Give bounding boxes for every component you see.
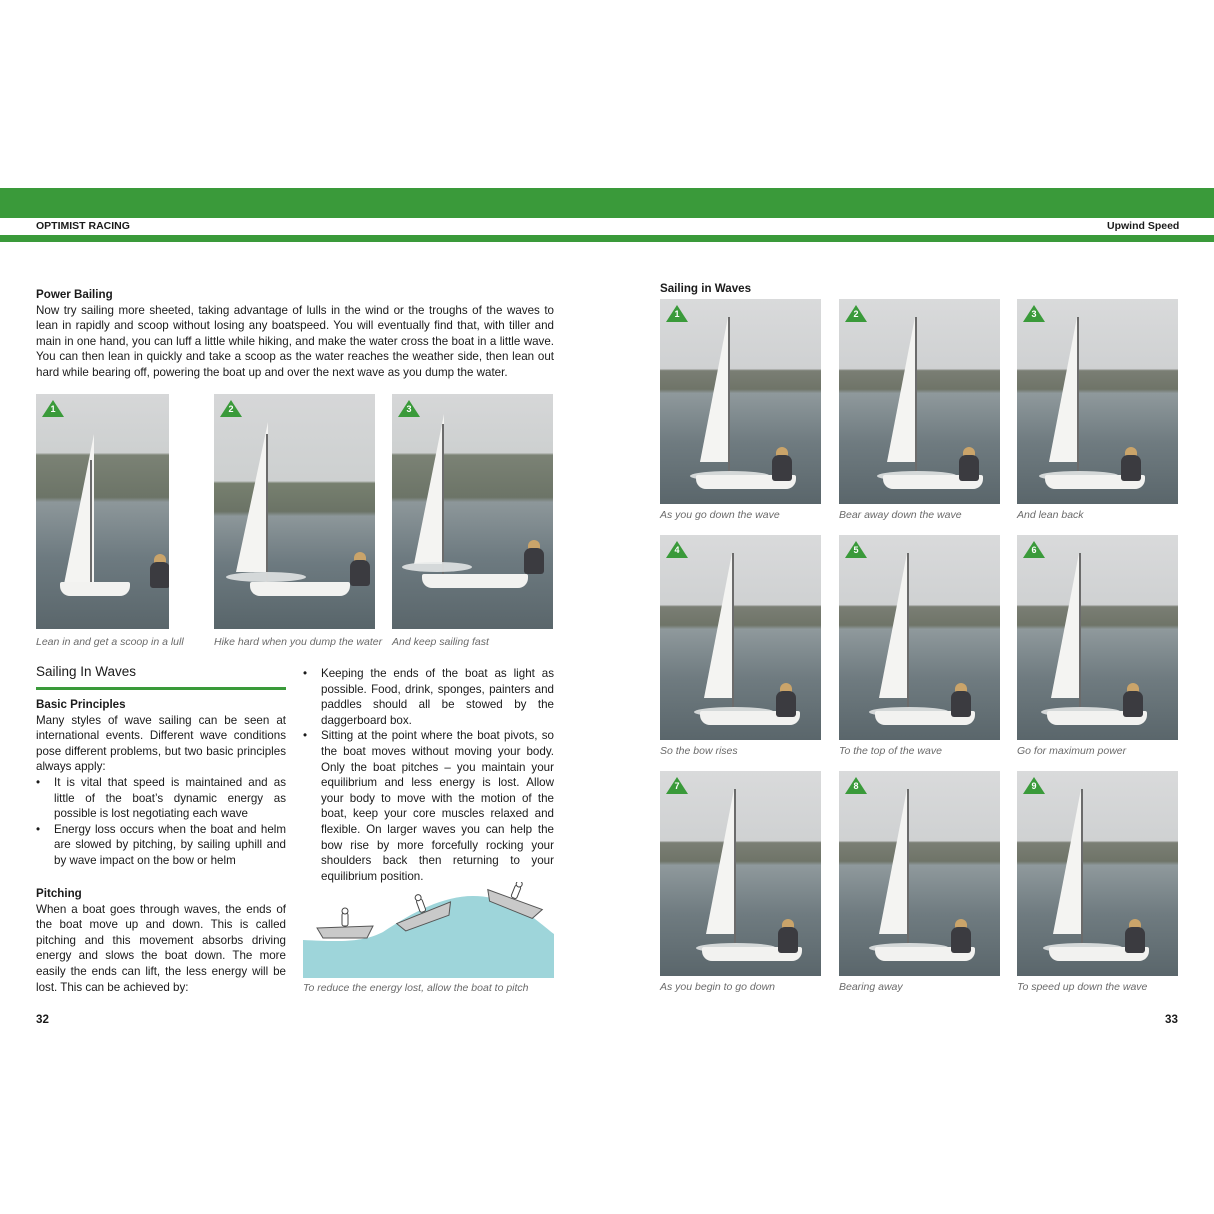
sailor — [776, 691, 796, 717]
sailor — [1125, 927, 1145, 953]
photo-caption: Hike hard when you dump the water — [214, 636, 383, 648]
header-band-lower — [0, 235, 1214, 242]
header-band — [0, 188, 1214, 218]
pitching-diagram — [303, 882, 554, 978]
photo-sailing-in-waves-6 — [1017, 535, 1178, 740]
photo-number-badge: 4 — [666, 541, 688, 558]
spray — [402, 562, 472, 572]
sailor — [951, 691, 971, 717]
photo-caption: As you go down the wave — [660, 509, 780, 521]
book-title: OPTIMIST RACING — [36, 220, 130, 232]
sailing-in-waves-heading: Sailing In Waves — [36, 664, 137, 679]
mast — [732, 553, 734, 708]
power-bailing-body: Now try sailing more sheeted, taking advantage of lulls in the wind or the troughs of the waves to lean in rapidly and scoop without losing any boatspeed. You will eventually find that, with tiller and main in one hand, you can luff a little while hiking, and make the water cross the boat in a little wave. You can then lean in quickly and take a scoop as the water reaches the weather side, then lean out hard while bearing off, powering the boat up and over the next wave as you dump the water. — [36, 303, 554, 379]
mast — [442, 424, 444, 574]
photo-caption: And keep sailing fast — [392, 636, 489, 648]
boat-flat — [317, 908, 373, 938]
photo-number-badge: 2 — [845, 305, 867, 322]
mast — [1077, 317, 1079, 472]
sailor — [1123, 691, 1143, 717]
photo-caption: To the top of the wave — [839, 745, 942, 757]
photo-sailing-in-waves-2 — [839, 299, 1000, 504]
heading-rule — [36, 687, 286, 690]
mast — [907, 789, 909, 944]
sail — [1049, 317, 1077, 462]
section-label: Upwind Speed — [1107, 220, 1180, 232]
pitching-title: Pitching — [36, 887, 82, 900]
basic-principles-body: Many styles of wave sailing can be seen at international events. Different wave conditions pose different problems, but two basic principles always apply: — [36, 713, 286, 774]
mast — [1079, 553, 1081, 708]
sailor — [772, 455, 792, 481]
sailor — [150, 562, 169, 588]
photo-caption: So the bow rises — [660, 745, 738, 757]
diagram-caption: To reduce the energy lost, allow the boat to pitch — [303, 982, 529, 994]
mast — [915, 317, 917, 472]
mast — [734, 789, 736, 944]
photo-number-badge: 6 — [1023, 541, 1045, 558]
photo-sailing-in-waves-4 — [660, 535, 821, 740]
sailor — [524, 548, 544, 574]
photo-power-bailing-1 — [36, 394, 169, 629]
sailing-in-waves-title: Sailing in Waves — [660, 282, 752, 295]
list-item: • Keeping the ends of the boat as light as possible. Food, drink, sponges, painters and paddles should all be stowed by the daggerboard box. — [303, 666, 554, 728]
page-number-left: 32 — [36, 1013, 49, 1026]
sailor — [951, 927, 971, 953]
photo-power-bailing-2 — [214, 394, 375, 629]
pitching-advice-list — [303, 666, 554, 884]
photo-number-badge: 3 — [1023, 305, 1045, 322]
part-label: PART 1: SPEED — [1026, 220, 1105, 232]
sail — [1053, 789, 1081, 934]
photo-number-badge: 7 — [666, 777, 688, 794]
sail — [879, 789, 907, 934]
photo-caption: As you begin to go down — [660, 981, 775, 993]
power-bailing-title: Power Bailing — [36, 288, 113, 301]
sail — [414, 414, 444, 564]
sail — [1051, 553, 1079, 698]
photo-power-bailing-3 — [392, 394, 553, 629]
basic-principles-block — [36, 697, 286, 869]
photo-number-badge: 1 — [666, 305, 688, 322]
pitching-block — [36, 886, 286, 995]
photo-caption: Go for maximum power — [1017, 745, 1127, 757]
mast — [1081, 789, 1083, 944]
pitching-body: When a boat goes through waves, the ends of the boat move up and down. This is called pitching and this movement absorbs driving energy and slows the boat down. The more easily the ends can lift, the less energy will be lost. This can be achieved by: — [36, 902, 286, 994]
photo-sailing-in-waves-5 — [839, 535, 1000, 740]
sailor — [959, 455, 979, 481]
sail — [236, 422, 268, 572]
sail — [879, 553, 907, 698]
photo-sailing-in-waves-8 — [839, 771, 1000, 976]
mast — [266, 434, 268, 584]
sail — [706, 789, 734, 934]
photo-sailing-in-waves-3 — [1017, 299, 1178, 504]
sailor — [350, 560, 370, 586]
hull — [60, 582, 130, 596]
sail — [700, 317, 728, 462]
photo-caption: Bear away down the wave — [839, 509, 962, 521]
sailor — [1121, 455, 1141, 481]
photo-caption: Lean in and get a scoop in a lull — [36, 636, 184, 648]
photo-number-badge: 8 — [845, 777, 867, 794]
photo-sailing-in-waves-1 — [660, 299, 821, 504]
photo-number-badge: 5 — [845, 541, 867, 558]
sail — [887, 317, 915, 462]
page-number-right: 33 — [1165, 1013, 1178, 1026]
pitching-advice-block — [303, 666, 554, 884]
mast — [907, 553, 909, 708]
mast — [728, 317, 730, 472]
mast — [90, 460, 92, 590]
photo-sailing-in-waves-9 — [1017, 771, 1178, 976]
photo-number-badge: 9 — [1023, 777, 1045, 794]
spray — [226, 572, 306, 582]
photo-number-badge: 1 — [42, 400, 64, 417]
photo-caption: To speed up down the wave — [1017, 981, 1148, 993]
photo-caption: And lean back — [1017, 509, 1084, 521]
photo-sailing-in-waves-7 — [660, 771, 821, 976]
basic-principles-title: Basic Principles — [36, 698, 126, 711]
sailor — [778, 927, 798, 953]
basic-principles-list — [36, 775, 286, 869]
hull — [422, 574, 528, 588]
list-item: • Sitting at the point where the boat pivots, so the boat moves without moving your body. Only the boat pitches – you maintain your equilibrium and less energy is lost. Allow your body to move with the motion of the boat, keep your core muscles relaxed and flexible. On larger waves you can help the bow rise by more forcefully rocking your shoulders back then returning to your equilibrium position. — [303, 728, 554, 884]
photo-caption: Bearing away — [839, 981, 903, 993]
list-item: • Energy loss occurs when the boat and helm are slowed by pitching, by sailing uphill and by wave impact on the bow or helm — [36, 822, 286, 869]
photo-number-badge: 2 — [220, 400, 242, 417]
sail — [704, 553, 732, 698]
list-item: • It is vital that speed is maintained and as little of the boat’s dynamic energy as possible is lost negotiating each wave — [36, 775, 286, 822]
power-bailing-block — [36, 287, 554, 381]
hull — [250, 582, 350, 596]
photo-number-badge: 3 — [398, 400, 420, 417]
